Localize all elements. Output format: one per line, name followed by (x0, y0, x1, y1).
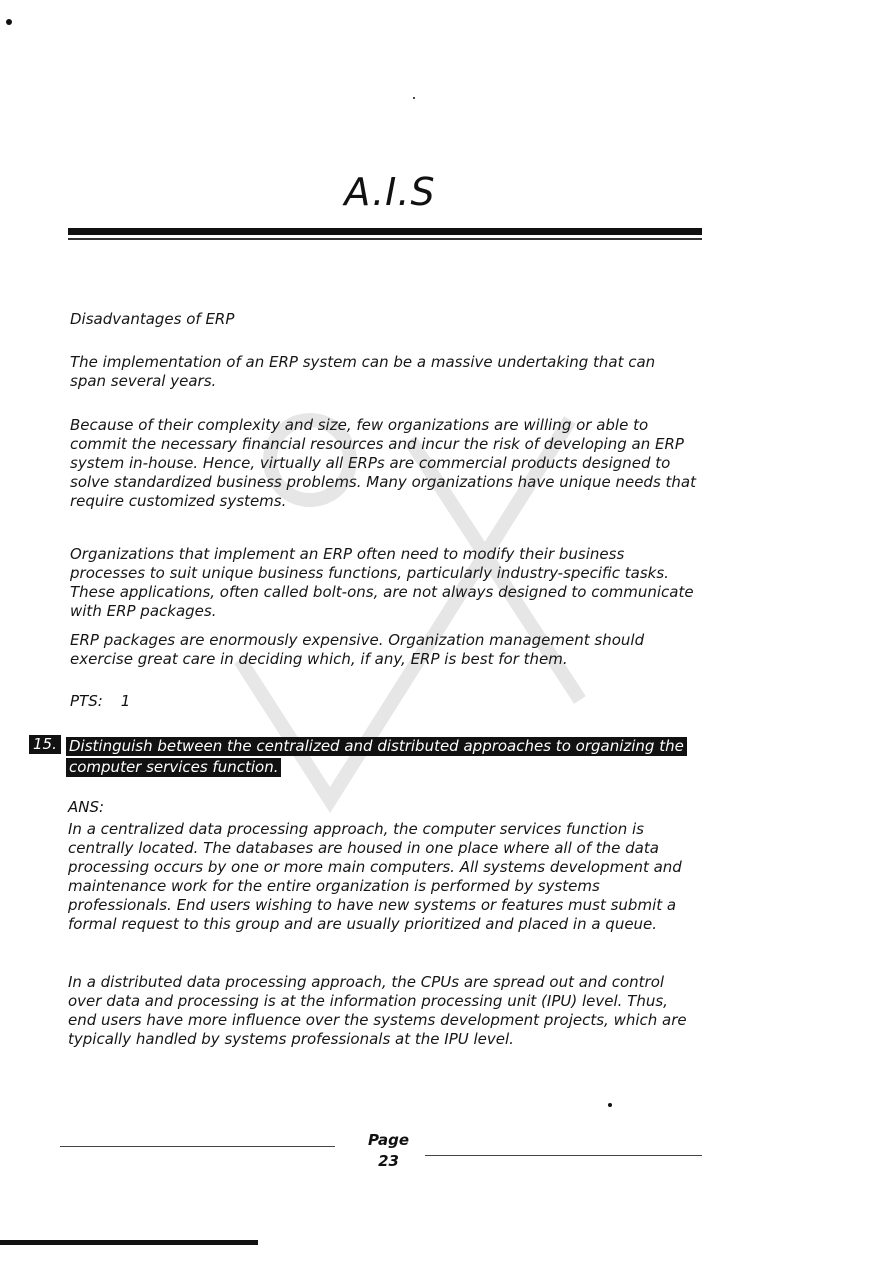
paragraph: Because of their complexity and size, few organizations are willing or able to commit the necessary financial resources and incur the risk of developing an ERP system in-house. Hence, virtually all ERPs are commercial products designed to solve standardized business problems. Many organizations have unique needs that require customized systems. (70, 416, 696, 510)
header-rule (68, 228, 702, 235)
answer-paragraph: In a distributed data processing approach, the CPUs are spread out and control over data and processing is at the information processing unit (IPU) level. Thus, end users have more influence over the systems development projects, which are typically handled by systems professionals at the IPU level. (68, 973, 687, 1048)
answer-label: ANS: (68, 798, 105, 816)
scan-speck (6, 19, 12, 25)
footer-rule-right (425, 1155, 702, 1156)
page-label: Page (368, 1131, 410, 1149)
scan-edge-bar (0, 1240, 258, 1245)
points (70, 692, 130, 710)
paragraph: Organizations that implement an ERP often need to modify their business processes to suit unique business functions, particularly industry-specific tasks. These applications, often called bolt-ons, are not always designed to communicate with ERP packages. (70, 545, 694, 620)
answer-paragraph: In a centralized data processing approach, the computer services function is centrally located. The databases are housed in one place where all of the data processing occurs by one or more main computers. All systems development and maintenance work for the entire organization is performed by systems professionals. End users wishing to have new systems or features must submit a formal request to this group and are usually prioritized and placed in a queue. (68, 820, 682, 933)
question-text-line-2: computer services function. (66, 758, 281, 777)
page-number-value: 23 (378, 1152, 399, 1170)
points-label: PTS: (70, 692, 103, 710)
footer-rule-left (60, 1146, 335, 1147)
points-value: 1 (120, 692, 131, 710)
paragraph: The implementation of an ERP system can be a massive undertaking that can span several years. (70, 353, 656, 390)
page-title: A.I.S (344, 170, 436, 214)
scan-speck (608, 1103, 612, 1107)
question-text-line-1: Distinguish between the centralized and distributed approaches to organizing the (66, 737, 687, 756)
question-number: 15. (29, 735, 61, 754)
scan-speck (413, 97, 415, 99)
section-heading: Disadvantages of ERP (70, 310, 235, 328)
header-rule-thin (68, 238, 702, 240)
page-number (368, 1130, 409, 1172)
paragraph: ERP packages are enormously expensive. Organization management should exercise great care in deciding which, if any, ERP is best for them. (70, 631, 645, 668)
